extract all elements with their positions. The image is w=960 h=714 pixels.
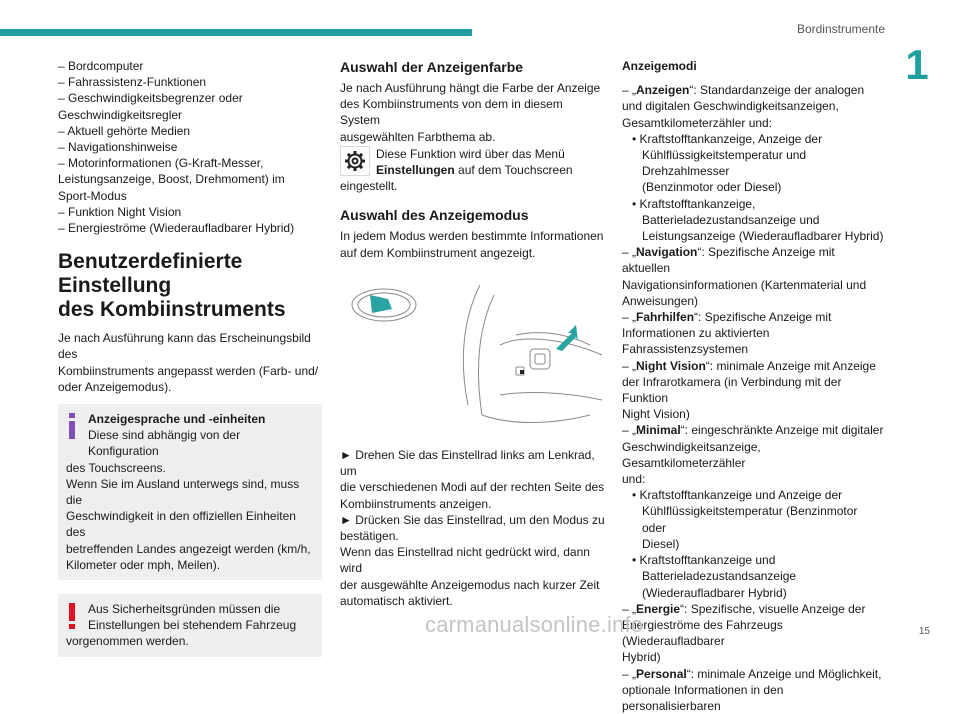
step-line: bestätigen.	[340, 529, 399, 544]
warning-line: Einstellungen bei stehendem Fahrzeug	[88, 618, 297, 633]
header-accent-bar	[0, 29, 472, 36]
list-item: – Navigationshinweise	[58, 140, 178, 155]
feature-list	[58, 58, 322, 236]
mode-desc: “: Standardanzeige der analogen	[689, 83, 865, 98]
mode-item	[622, 309, 884, 325]
mode-item-line: und:	[622, 472, 646, 487]
warning-icon	[68, 603, 76, 629]
mode-item-line: und digitalen Geschwindigkeitsanzeigen,	[622, 99, 839, 114]
mode-item-line: Navigationsinformationen (Kartenmaterial und	[622, 277, 867, 292]
mode-item	[622, 82, 884, 98]
paragraph-line: oder Anzeigemodus).	[58, 379, 172, 394]
heading-line: des Kombiinstruments	[58, 298, 286, 322]
settings-note	[340, 146, 605, 178]
info-icon	[68, 413, 76, 439]
warning-line: vorgenommen werden.	[66, 634, 189, 649]
step-line: ► Drücken Sie das Einstellrad, um den Modus zu	[340, 512, 605, 527]
dash: – „	[622, 310, 637, 325]
paragraph-line: eingestellt.	[340, 179, 398, 194]
mode-desc: “: eingeschränkte Anzeige mit digitaler	[680, 423, 884, 438]
mode-item-line: Geschwindigkeitsanzeige, Gesamtkilometerzähler	[622, 439, 761, 470]
dash: – „	[622, 601, 637, 616]
mode-desc: “: minimale Anzeige mit Anzeige	[705, 358, 876, 373]
mode-item-line: der Infrarotkamera (in Verbindung mit der Funktion	[622, 374, 842, 406]
instruction-steps	[340, 447, 605, 609]
column-1	[58, 58, 322, 657]
list-item: Sport-Modus	[58, 188, 127, 203]
info-line: Kilometer oder mph, Meilen).	[66, 557, 221, 572]
list-item: – Fahrassistenz-Funktionen	[58, 75, 207, 90]
mode-item	[622, 244, 884, 276]
mode-name: Energie	[636, 601, 681, 616]
mode-item-line: Gesamtkilometerzähler und:	[622, 115, 773, 130]
info-line: Diese sind abhängig von der Konfiguration	[88, 428, 241, 459]
watermark: carmanualsonline.info	[425, 612, 644, 637]
mode-item	[622, 358, 884, 374]
list-item: – Motorinformationen (G-Kraft-Messer,	[58, 156, 264, 171]
mode-name: Anzeigen	[636, 83, 690, 98]
paragraph-line: des Kombiinstruments von dem in diesem System	[340, 97, 563, 128]
list-item: – Geschwindigkeitsbegrenzer oder	[58, 91, 243, 106]
sub-bullet-line: (Benzinmotor oder Diesel)	[642, 180, 782, 195]
paragraph-text: auf dem Touchscreen	[454, 163, 573, 178]
settings-text	[376, 146, 573, 178]
section-title: Bordinstrumente	[796, 22, 885, 36]
column-2	[340, 58, 605, 609]
step-line: Wenn das Einstellrad nicht gedrückt wird, dann wird	[340, 545, 590, 576]
warning-line: Aus Sicherheitsgründen müssen die	[88, 602, 281, 617]
intro-paragraph	[58, 330, 322, 395]
sub-bullet: • Kraftstofftankanzeige und Anzeige der	[632, 488, 843, 503]
mode-item-line: optionale Informationen in den personalisierbaren	[622, 682, 784, 713]
list-item: – Energieströme (Wiederaufladbarer Hybrid)	[58, 221, 295, 236]
info-line: des Touchscreens.	[66, 460, 166, 475]
sub-bullet: • Kraftstofftankanzeige, Anzeige der	[632, 131, 823, 146]
paragraph-line: Je nach Ausführung kann das Erscheinungsbild des	[58, 331, 311, 362]
step-line: ► Drehen Sie das Einstellrad links am Lenkrad, um	[340, 448, 595, 479]
step-line: Kombiinstruments anzeigen.	[340, 496, 492, 511]
mode-item	[622, 601, 884, 617]
page-number: 15	[918, 626, 930, 637]
sub-bullet-line: Batterieladezustandsanzeige und	[642, 212, 820, 227]
mode-name: Minimal	[636, 423, 681, 438]
paragraph-line: Je nach Ausführung hängt die Farbe der Anzeige	[340, 81, 601, 95]
gear-icon	[340, 146, 370, 176]
mode-desc: “: Spezifische Anzeige mit aktuellen	[622, 245, 835, 276]
sub-bullet-line: Leistungsanzeige (Wiederaufladbarer Hybrid)	[642, 229, 884, 244]
step-line: der ausgewählte Anzeigemodus nach kurzer Zeit	[340, 577, 600, 592]
mode-item-line: Energieströme des Fahrzeugs (Wiederaufladbarer	[622, 617, 783, 649]
info-box	[58, 404, 322, 580]
paragraph-line	[376, 162, 573, 178]
dash: – „	[622, 245, 637, 260]
mode-item	[622, 422, 884, 438]
info-line: betreffenden Landes angezeigt werden (km/h,	[66, 541, 311, 556]
dash: – „	[622, 83, 637, 98]
sub-bullet-line: Diesel)	[642, 536, 680, 551]
mode-desc: “: Spezifische, visuelle Anzeige der	[680, 601, 866, 616]
list-item: – Funktion Night Vision	[58, 204, 182, 219]
sub-bullet-line: Kühlflüssigkeitstemperatur (Benzinmotor oder	[642, 504, 858, 535]
sub-bullet: • Kraftstofftankanzeige,	[632, 196, 756, 211]
list-item: – Bordcomputer	[58, 59, 144, 73]
dash: – „	[622, 423, 637, 438]
mode-name: Personal	[636, 666, 687, 681]
list-item: Leistungsanzeige, Boost, Drehmoment) im	[58, 172, 285, 187]
mode-item-line: Night Vision)	[622, 407, 690, 422]
mode-name: Fahrhilfen	[636, 310, 695, 325]
dash: – „	[622, 358, 637, 373]
mode-desc: “: minimale Anzeige und Möglichkeit,	[686, 666, 882, 681]
heading-mode: Auswahl des Anzeigemodus	[340, 207, 529, 224]
info-line: Wenn Sie im Ausland unterwegs sind, muss die	[66, 476, 300, 508]
list-item: Geschwindigkeitsregler	[58, 107, 183, 122]
mode-item-line: Informationen zu aktivierten Fahrassistenzsystemen	[622, 326, 770, 357]
dash: – „	[622, 666, 637, 681]
mode-name: Navigation	[636, 245, 698, 260]
paragraph-line: auf dem Kombiinstrument angezeigt.	[340, 245, 536, 260]
paragraph-line: Kombiinstruments angepasst werden (Farb- und/	[58, 363, 319, 378]
mode-item	[622, 666, 884, 682]
step-line: automatisch aktiviert.	[340, 593, 453, 608]
info-line: Geschwindigkeit in den offiziellen Einheiten des	[66, 509, 296, 540]
mode-item-line: Hybrid)	[622, 650, 661, 665]
sub-bullet: • Kraftstofftankanzeige und	[632, 553, 776, 568]
paragraph-line: In jedem Modus werden bestimmte Informationen	[340, 229, 604, 244]
paragraph-line: ausgewählten Farbthema ab.	[340, 129, 496, 144]
heading-line: Benutzerdefinierte Einstellung	[58, 250, 243, 298]
sub-bullet-line: Kühlflüssigkeitstemperatur und Drehzahlmesser	[642, 148, 807, 179]
mode-desc: “: Spezifische Anzeige mit	[694, 310, 832, 325]
menu-name: Einstellungen	[376, 163, 455, 178]
mode-name: Night Vision	[636, 358, 706, 373]
column-3	[622, 58, 884, 714]
mode-item-line: Anweisungen)	[622, 293, 699, 308]
info-title: Anzeigesprache und -einheiten	[88, 412, 266, 427]
step-line: die verschiedenen Modi auf der rechten Seite des	[340, 480, 605, 495]
heading-color: Auswahl der Anzeigenfarbe	[340, 59, 524, 75]
sub-bullet-line: Batterieladezustandsanzeige	[642, 569, 797, 584]
modes-heading: Anzeigemodi	[622, 59, 697, 73]
sub-bullet-line: (Wiederaufladbarer Hybrid)	[642, 585, 787, 600]
list-item: – Aktuell gehörte Medien	[58, 123, 191, 138]
warning-box	[58, 594, 322, 657]
steering-wheel-illustration	[340, 275, 605, 435]
chapter-number: 1	[905, 41, 929, 88]
section-heading	[58, 250, 322, 322]
paragraph-line: Diese Funktion wird über das Menü	[376, 146, 565, 161]
